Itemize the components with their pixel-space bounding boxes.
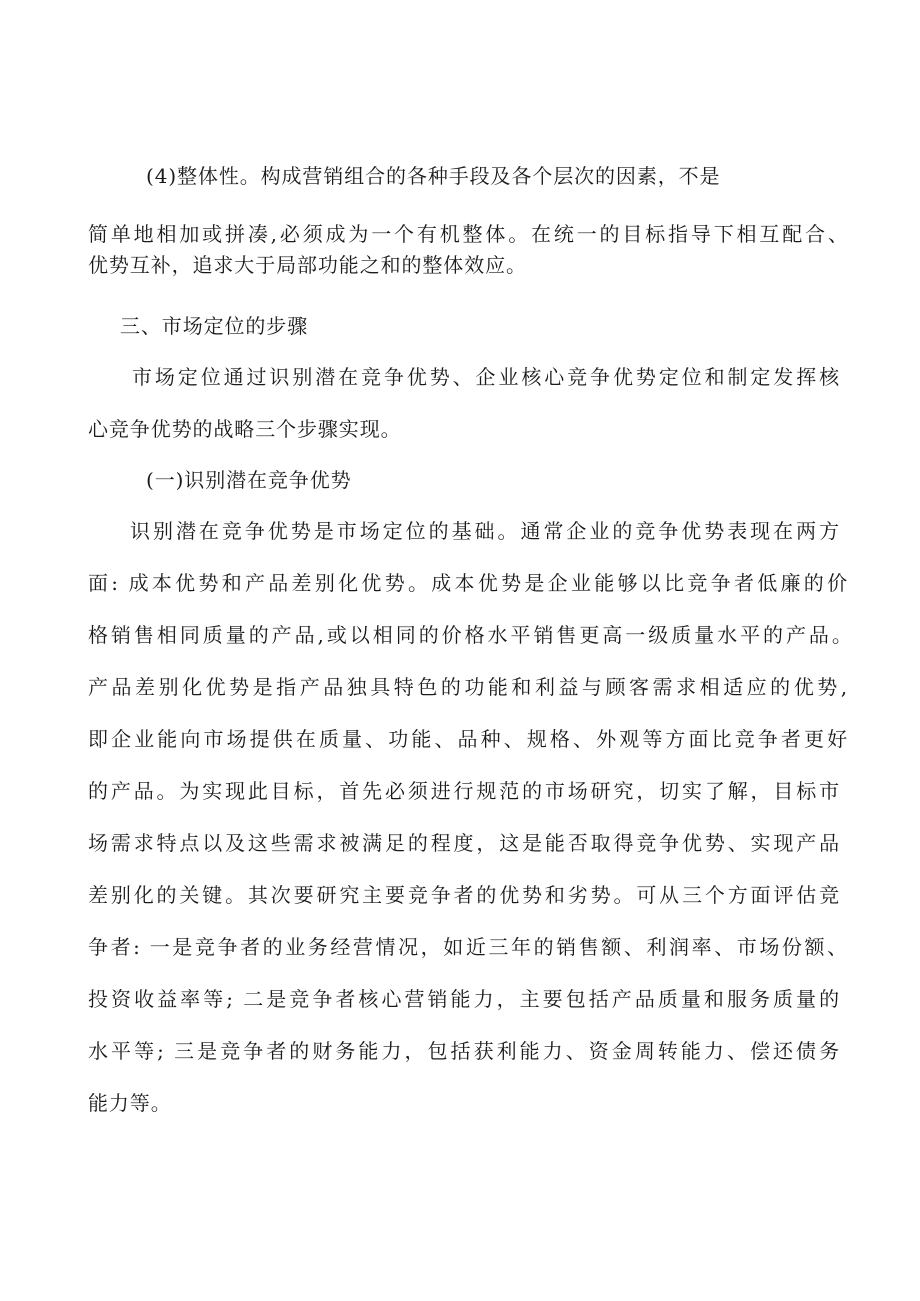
paragraph-identify-line-3: 格销售相同质量的产品,或以相同的价格水平销售更高一级质量水平的产品。 bbox=[88, 623, 852, 647]
paragraph-identify-line-12: 能力等。 bbox=[88, 1091, 172, 1115]
paragraph-identify-line-8: 差别化的关键。其次要研究主要竞争者的优势和劣势。可从三个方面评估竞 bbox=[88, 883, 840, 907]
paragraph-integrity-line-1: (4)整体性。构成营销组合的各种手段及各个层次的因素，不是 bbox=[146, 164, 721, 188]
paragraph-integrity-line-3: 优势互补，追求大于局部功能之和的整体效应。 bbox=[88, 253, 527, 277]
paragraph-identify-line-6: 的产品。为实现此目标，首先必须进行规范的市场研究，切实了解，目标市 bbox=[88, 779, 840, 803]
paragraph-identify-line-2: 面: 成本优势和产品差别化优势。成本优势是企业能够以比竞争者低廉的价 bbox=[88, 571, 848, 595]
paragraph-identify-line-9: 争者: 一是竞争者的业务经营情况，如近三年的销售额、利润率、市场份额、 bbox=[88, 935, 848, 959]
paragraph-steps-line-1: 市场定位通过识别潜在竞争优势、企业核心竞争优势定位和制定发挥核 bbox=[132, 365, 840, 389]
paragraph-integrity-line-2: 简单地相加或拼凑,必须成为一个有机整体。在统一的目标指导下相互配合、 bbox=[88, 222, 848, 246]
paragraph-identify-line-1: 识别潜在竞争优势是市场定位的基础。通常企业的竞争优势表现在两方 bbox=[130, 519, 840, 543]
paragraph-identify-line-4: 产品差别化优势是指产品独具特色的功能和利益与顾客需求相适应的优势, bbox=[88, 675, 848, 699]
paragraph-identify-line-10: 投资收益率等; 二是竞争者核心营销能力，主要包括产品质量和服务质量的 bbox=[88, 987, 840, 1011]
section-heading-3: 三、市场定位的步骤 bbox=[120, 314, 309, 338]
paragraph-identify-line-5: 即企业能向市场提供在质量、功能、品种、规格、外观等方面比竞争者更好 bbox=[88, 727, 848, 751]
paragraph-steps-line-2: 心竞争优势的战略三个步骤实现。 bbox=[88, 417, 402, 441]
paragraph-identify-line-11: 水平等; 三是竞争者的财务能力，包括获利能力、资金周转能力、偿还债务 bbox=[88, 1039, 840, 1063]
subsection-heading-1: (一)识别潜在竞争优势 bbox=[146, 468, 352, 492]
paragraph-identify-line-7: 场需求特点以及这些需求被满足的程度，这是能否取得竞争优势、实现产品 bbox=[88, 831, 840, 855]
